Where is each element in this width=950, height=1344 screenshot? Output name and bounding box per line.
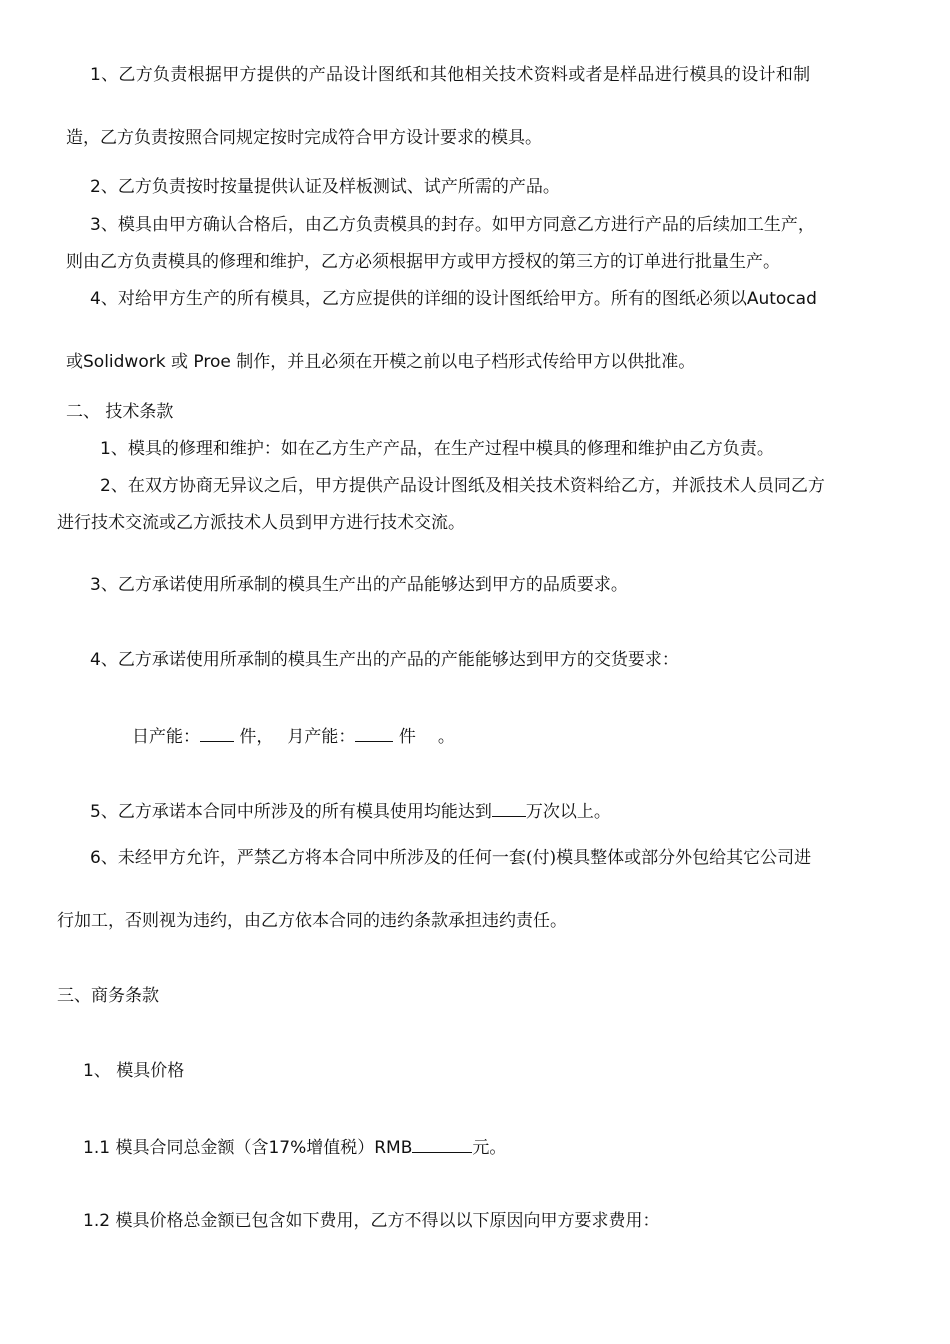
clause-text: 增值税） [306, 1138, 375, 1158]
clause-text: 、模具由甲方确认合格后，由乙方负责模具的封存。如甲方同意乙方进行产品的后续加工生产， [100, 215, 815, 235]
clause-number: 5 [90, 802, 101, 822]
clause-number: 2 [100, 476, 111, 496]
clause-2 [90, 175, 560, 199]
clause-text: 、在双方协商无异议之后，甲方提供产品设计图纸及相关技术资料给乙方，并派技术人员同乙方 [110, 476, 825, 496]
amount-blank [412, 1134, 472, 1153]
clause-text: 、模具的修理和维护：如在乙方生产产品，在生产过程中模具的修理和维护由乙方负责。 [110, 439, 774, 459]
clause-3-line-1 [90, 213, 815, 237]
price-clause-1-2 [83, 1209, 659, 1233]
currency: RMB [374, 1138, 413, 1158]
daily-capacity-label: 日产能： [132, 727, 200, 747]
clause-text: 、对给甲方生产的所有模具，乙方应提供的详细的设计图纸给甲方。所有的图纸必须以 [100, 289, 747, 309]
period: 。 [437, 727, 455, 747]
clause-number: 1 [90, 65, 102, 85]
monthly-capacity-label: 月产能： [287, 727, 356, 747]
price-clause-1-1 [83, 1134, 506, 1160]
clause-number: 4 [90, 289, 101, 309]
clause-number: 1 [83, 1061, 94, 1081]
clause-text: 元。 [472, 1138, 507, 1158]
clause-text: 、 模具价格 [93, 1061, 185, 1081]
text-fragment: 或 [66, 352, 83, 372]
clause-text: 、未经甲方允许，严禁乙方将本合同中所涉及的任何一套(付)模具整体或部分外包给其它公司进 [100, 848, 812, 868]
clause-4-line-1 [90, 287, 817, 311]
clause-4-line-2 [66, 350, 695, 374]
clause-number: 6 [90, 848, 101, 868]
clause-number: 3 [90, 575, 101, 595]
unit-label: 件， [239, 727, 274, 747]
section-3-heading: 三、商务条款 [57, 986, 159, 1006]
software-name: Proe [193, 352, 231, 372]
tax-rate: 17% [268, 1138, 307, 1158]
clause-text: 模具合同总金额（含 [110, 1138, 269, 1158]
clause-3-line-2: 则由乙方负责模具的修理和维护，乙方必须根据甲方或甲方授权的第三方的订单进行批量生产。 [66, 252, 780, 272]
tech-clause-3 [90, 573, 628, 597]
unit-label: 件 [398, 727, 416, 747]
tech-clause-4 [90, 648, 679, 672]
software-name: Solidwork [83, 352, 166, 372]
clause-1-line-1 [90, 63, 810, 87]
text-fragment: 制作，并且必须在开模之前以电子档形式传给甲方以供批准。 [236, 352, 696, 372]
software-name: Autocad [746, 289, 817, 309]
clause-1-line-2: 造，乙方负责按照合同规定按时完成符合甲方设计要求的模具。 [66, 128, 542, 148]
clause-text: 万次以上。 [525, 802, 611, 822]
tech-clause-5 [90, 798, 611, 824]
clause-number: 1.2 [83, 1211, 111, 1231]
clause-text: 、乙方负责按时按量提供认证及样板测试、试产所需的产品。 [100, 177, 560, 197]
text-fragment: 或 [170, 352, 188, 372]
tech-clause-2-line-1 [100, 474, 825, 498]
daily-capacity-blank [200, 723, 234, 742]
mold-life-blank [492, 798, 526, 817]
section-2-heading: 二、 技术条款 [66, 402, 174, 422]
tech-clause-6-line-2: 行加工，否则视为违约，由乙方依本合同的违约条款承担违约责任。 [57, 911, 567, 931]
clause-number: 3 [90, 215, 101, 235]
clause-text: 模具价格总金额已包含如下费用，乙方不得以以下原因向甲方要求费用： [110, 1211, 660, 1231]
clause-text: 、乙方承诺本合同中所涉及的所有模具使用均能达到 [100, 802, 492, 822]
tech-clause-6-line-1 [90, 846, 811, 870]
capacity-line [132, 723, 455, 749]
tech-clause-2-line-2: 进行技术交流或乙方派技术人员到甲方进行技术交流。 [57, 513, 465, 533]
clause-text: 、乙方承诺使用所承制的模具生产出的产品能够达到甲方的品质要求。 [100, 575, 628, 595]
price-heading [83, 1059, 184, 1083]
clause-number: 2 [90, 177, 101, 197]
monthly-capacity-blank [355, 723, 393, 742]
clause-text: 、乙方承诺使用所承制的模具生产出的产品的产能能够达到甲方的交货要求： [100, 650, 679, 670]
clause-number: 1.1 [83, 1138, 111, 1158]
clause-text: 、乙方负责根据甲方提供的产品设计图纸和其他相关技术资料或者是样品进行模具的设计和制 [101, 65, 811, 85]
clause-number: 1 [100, 439, 111, 459]
clause-number: 4 [90, 650, 101, 670]
tech-clause-1 [100, 437, 774, 461]
